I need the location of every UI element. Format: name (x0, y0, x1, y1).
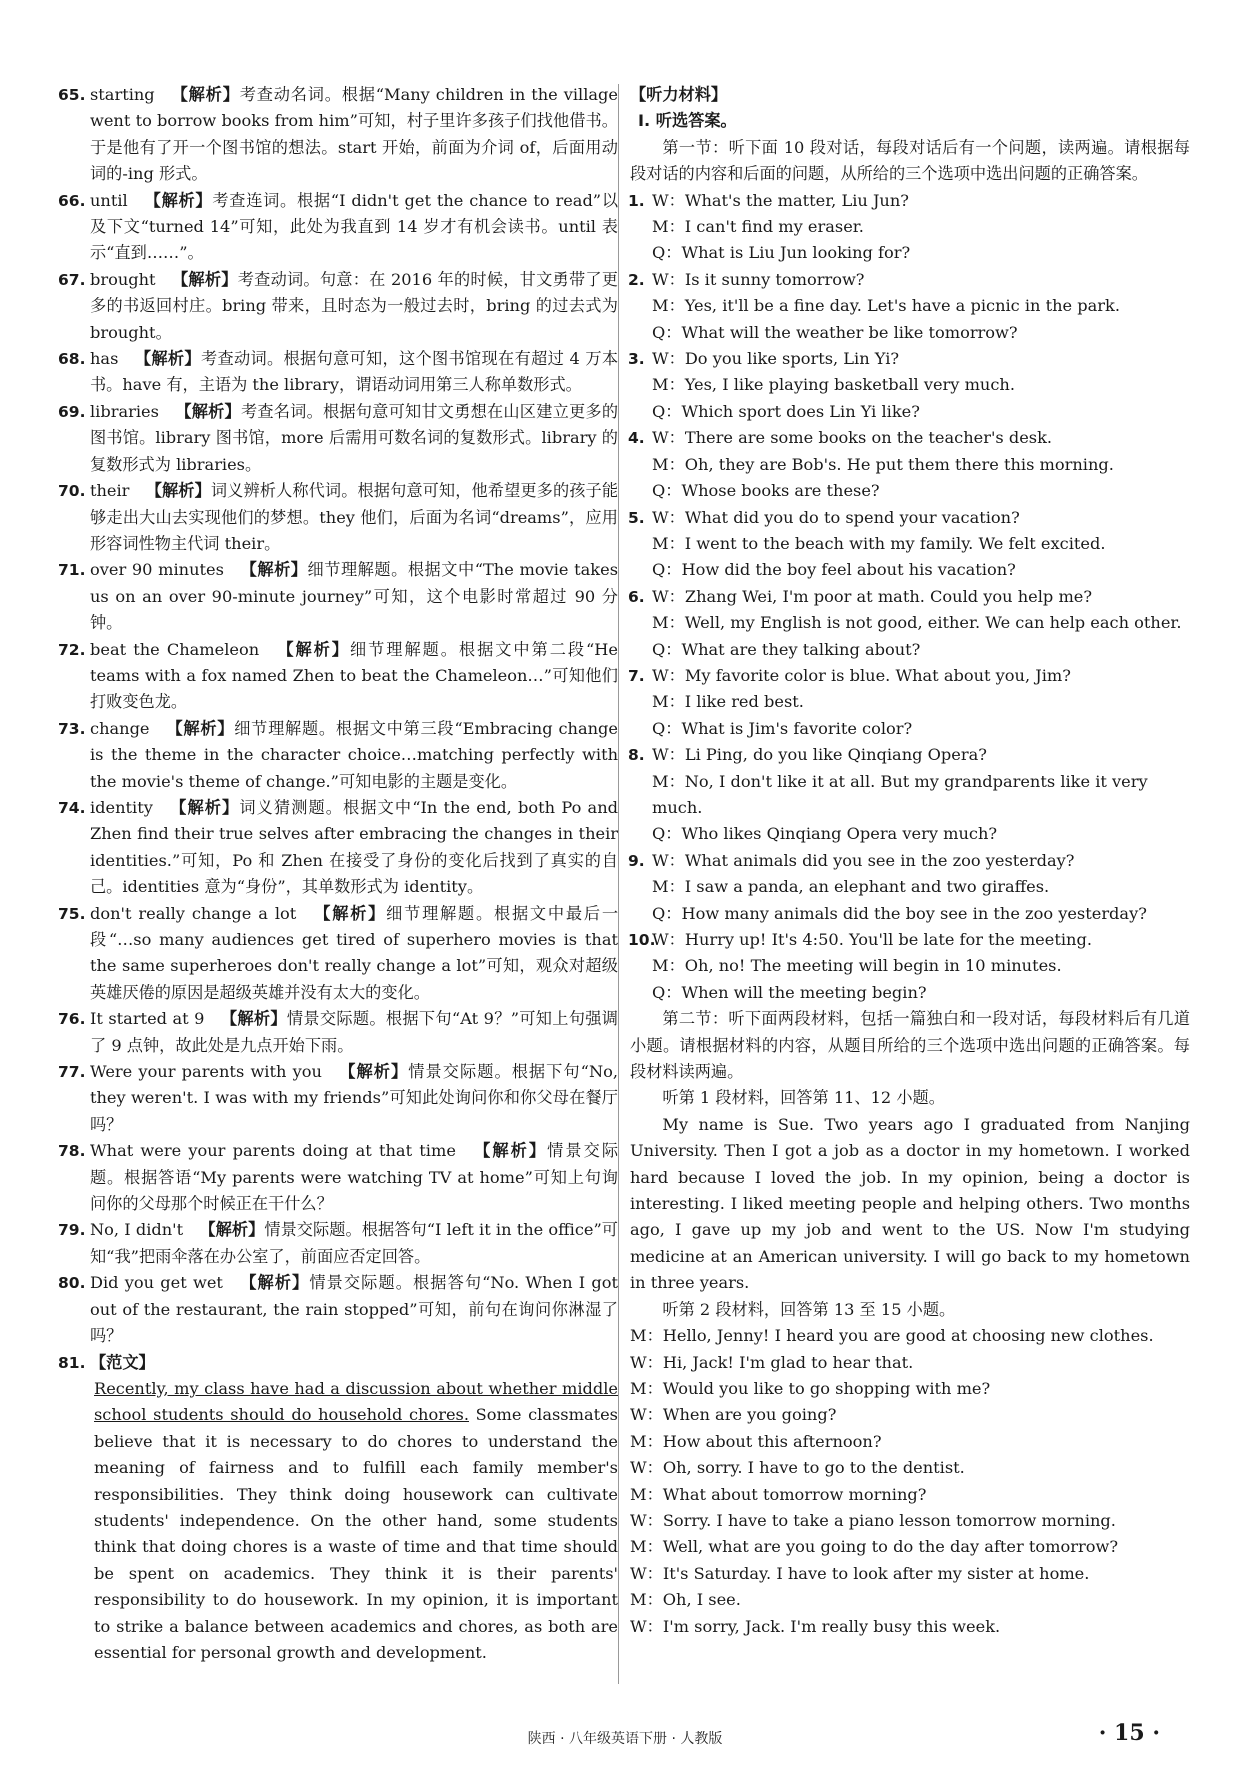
dialogue-line: W：Is it sunny tomorrow? (652, 269, 865, 289)
column-divider (618, 84, 619, 1684)
dialogue-number: 5. (628, 508, 645, 527)
dialogue-line: Q：What is Jim's favorite color? (652, 718, 913, 738)
conversation-line: W：Sorry. I have to take a piano lesson tomorrow morning. (630, 1510, 1116, 1530)
dialogue-line: M：No, I don't like it at all. But my grandparents like it very much. (652, 771, 1148, 817)
answer-text: over 90 minutes (90, 560, 224, 580)
analysis-label: 【解析】 (175, 401, 241, 421)
answer-text: starting (90, 85, 155, 104)
dialogue-number: 9. (628, 851, 645, 870)
dialogue (630, 267, 1190, 346)
item-number: 70. (58, 482, 86, 501)
dialogue-line: W：What's the matter, Liu Jun? (652, 190, 909, 210)
dialogue (630, 848, 1190, 927)
analysis-text: 考查动词。句意：在 2016 年的时候，甘文勇带了更多的书返回村庄。bring 带来，且时态为一般过去时，bring 的过去式为 brought。 (90, 269, 618, 342)
dialogue-number: 10. (628, 931, 656, 949)
dialogue (630, 188, 1190, 267)
analysis-text: 考查动名词。根据“Many children in the village went to borrow books from him”可知，村子里许多孩子们找他借书。于是他有了开一个图书馆的想法。start 开始，前面为介词 of，后面用动词的-ing 形式。 (90, 85, 618, 184)
item-number: 66. (58, 191, 86, 210)
answer-text: What were your parents doing at that time (90, 1141, 456, 1161)
analysis-text: 细节理解题。根据文中第三段“Embracing change is the theme in the character choice…matching perfectly with the movie's theme of change.”可知电影的主题是变化。 (90, 718, 618, 791)
dialogue-line: Q：Whose books are these? (652, 481, 880, 501)
item-number: 81. (58, 1353, 86, 1372)
item-number: 73. (58, 719, 86, 738)
dialogue-line: M：Well, my English is not good, either. We can help each other. (652, 613, 1182, 633)
answer-item (58, 399, 618, 478)
analysis-label: 【解析】 (170, 85, 240, 104)
dialogue-line: W：What animals did you see in the zoo yesterday? (652, 850, 1075, 870)
conversation-line: W：It's Saturday. I have to look after my sister at home. (630, 1563, 1090, 1583)
conversation-line: M：Well, what are you going to do the day after tomorrow? (630, 1537, 1119, 1557)
dialogue-line: Q：How did the boy feel about his vacation? (652, 560, 1016, 580)
answer-item (58, 557, 618, 636)
model-essay-label: 【范文】 (90, 1352, 155, 1372)
page-number: · 15 · (1098, 1720, 1160, 1746)
dialogue-line: M：I saw a panda, an elephant and two giraffes. (652, 877, 1050, 897)
dialogue-line: W：My favorite color is blue. What about you, Jim? (652, 665, 1071, 685)
answer-explanations-column (58, 82, 618, 1666)
analysis-label: 【解析】 (239, 1273, 310, 1293)
analysis-text: 情景交际题。根据答句“No. When I got out of the restaurant, the rain stopped”可知，前句在询问你淋湿了吗？ (90, 1273, 618, 1346)
analysis-text: 考查动词。根据句意可知，这个图书馆现在有超过 4 万本书。have 有，主语为 the library，谓语动词用第三人称单数形式。 (90, 349, 619, 395)
dialogue (630, 927, 1190, 1006)
model-essay (58, 1376, 618, 1666)
dialogue-line: M：Oh, no! The meeting will begin in 10 minutes. (652, 956, 1062, 976)
answer-text: It started at 9 (90, 1009, 205, 1029)
dialogue-line: W：Zhang Wei, I'm poor at math. Could you help me? (652, 586, 1093, 606)
answer-item (58, 637, 618, 716)
analysis-label: 【解析】 (145, 481, 211, 501)
analysis-text: 词义辨析人称代词。根据句意可知，他希望更多的孩子能够走出大山去实现他们的梦想。they 他们，后面为名词“dreams”，应用形容词性物主代词 their。 (90, 481, 619, 553)
dialogue-line: W：Hurry up! It's 4:50. You'll be late for the meeting. (652, 930, 1092, 949)
conversation-line: M：Oh, I see. (630, 1590, 741, 1610)
dialogues (630, 188, 1190, 1007)
analysis-label: 【解析】 (169, 797, 240, 817)
item-number: 74. (58, 798, 86, 817)
section2-instructions: 第二节：听下面两段材料，包括一篇独白和一段对话，每段材料后有几道小题。请根据材料的内容，从题目所给的三个选项中选出问题的正确答案。每段材料读两遍。 (630, 1009, 1190, 1082)
item-number: 77. (58, 1063, 86, 1082)
analysis-label: 【解析】 (275, 639, 350, 659)
dialogue-number: 1. (628, 191, 645, 210)
analysis-label: 【解析】 (472, 1141, 548, 1161)
dialogue-number: 2. (628, 270, 645, 289)
dialogue-line: Q：Which sport does Lin Yi like? (652, 401, 920, 421)
analysis-text: 细节理解题。根据文中最后一段“…so many audiences get tired of superhero movies is that the same superheroes don't really change a lot”可知，观众对超级英雄厌倦的原因是超级英雄并没有太大的变化。 (90, 903, 619, 1002)
analysis-label: 【解析】 (240, 560, 308, 580)
answer-item (58, 346, 618, 399)
dialogue-line: W：What did you do to spend your vacation? (652, 507, 1020, 527)
item-number: 80. (58, 1274, 86, 1293)
answer-text: has (90, 349, 119, 369)
item-number: 79. (58, 1221, 86, 1240)
dialogue (630, 346, 1190, 425)
conversation-line: W：Hi, Jack! I'm glad to hear that. (630, 1352, 914, 1372)
material1-title: 听第 1 段材料，回答第 11、12 小题。 (662, 1088, 945, 1108)
item-number: 67. (58, 270, 86, 289)
dialogue-line: M：Oh, they are Bob's. He put them there this morning. (652, 454, 1114, 474)
conversation-line: M：Hello, Jenny! I heard you are good at choosing new clothes. (630, 1326, 1154, 1346)
answer-item (58, 267, 618, 346)
dialogue (630, 663, 1190, 742)
dialogue-line: M：Yes, I like playing basketball very much. (652, 375, 1015, 395)
answer-item (58, 1270, 618, 1349)
analysis-label: 【解析】 (134, 349, 201, 369)
dialogue-number: 8. (628, 746, 645, 765)
item-number: 69. (58, 402, 86, 421)
dialogue-line: W：Li Ping, do you like Qinqiang Opera? (652, 745, 987, 765)
answer-text: Did you get wet (90, 1273, 223, 1293)
item-number: 76. (58, 1010, 86, 1029)
answer-text: beat the Chameleon (90, 639, 260, 659)
answer-item (58, 478, 618, 557)
item-number: 72. (58, 640, 86, 659)
answer-text: change (90, 718, 150, 738)
answer-text: identity (90, 797, 153, 817)
item-number: 75. (58, 904, 86, 923)
analysis-text: 情景交际题。根据下句“At 9？”可知上句强调了 9 点钟，故此处是九点开始下雨。 (90, 1009, 618, 1055)
answer-item (58, 1217, 618, 1270)
dialogue-line: Q：How many animals did the boy see in the zoo yesterday? (652, 903, 1147, 923)
material2-title: 听第 2 段材料，回答第 13 至 15 小题。 (662, 1299, 956, 1319)
answer-item (58, 716, 618, 795)
dialogue-line: Q：What will the weather be like tomorrow? (652, 322, 1018, 342)
analysis-label: 【解析】 (143, 190, 213, 210)
answer-text: libraries (90, 401, 159, 421)
analysis-text: 考查连词。根据“I didn't get the chance to read”以及下文“turned 14”可知，此处为我直到 14 岁才有机会读书。until 表示“直到……”。 (90, 190, 619, 263)
analysis-text: 考查名词。根据句意可知甘文勇想在山区建立更多的图书馆。library 图书馆，more 后需用可数名词的复数形式。library 的复数形式为 libraries。 (90, 401, 619, 474)
answer-item (58, 1138, 618, 1217)
conversation-line: M：How about this afternoon? (630, 1431, 882, 1451)
conversation-line: W：I'm sorry, Jack. I'm really busy this week. (630, 1616, 1001, 1636)
section-title: 【听力材料】 (630, 85, 728, 104)
answer-text: their (90, 481, 130, 501)
conversation-line: W：Oh, sorry. I have to go to the dentist. (630, 1458, 965, 1478)
analysis-text: 细节理解题。根据文中“The movie takes us on an over 90-minute journey”可知，这个电影时常超过 90 分钟。 (90, 560, 618, 633)
analysis-label: 【解析】 (338, 1062, 409, 1082)
answer-item (58, 1006, 618, 1059)
analysis-label: 【解析】 (165, 718, 235, 738)
part-title: Ⅰ. 听选答案。 (638, 111, 737, 131)
analysis-text: 情景交际题。根据下句“No, they weren't. I was with my friends”可知此处询问你和你父母在餐厅吗？ (90, 1062, 619, 1134)
dialogue-line: W：Do you like sports, Lin Yi? (652, 349, 900, 369)
dialogue-line: Q：Who likes Qinqiang Opera very much? (652, 824, 998, 844)
dialogue-number: 4. (628, 429, 645, 448)
analysis-text: 情景交际题。根据答句“I left it in the office”可知“我”把雨伞落在办公室了，前面应否定回答。 (90, 1220, 618, 1266)
section1-instructions: 第一节：听下面 10 段对话，每段对话后有一个问题，读两遍。请根据每段对话的内容和后面的问题，从所给的三个选项中选出问题的正确答案。 (630, 137, 1190, 184)
answer-item (58, 901, 618, 1007)
item-number: 65. (58, 86, 86, 104)
dialogue (630, 505, 1190, 584)
answer-items (58, 82, 618, 1350)
dialogue (630, 425, 1190, 504)
answer-text: until (90, 190, 128, 210)
answer-item (58, 1059, 618, 1138)
answer-item (58, 188, 618, 267)
analysis-label: 【解析】 (220, 1009, 287, 1029)
dialogue-line: M：I went to the beach with my family. We felt excited. (652, 533, 1106, 553)
answer-text: don't really change a lot (90, 903, 297, 923)
answer-text: brought (90, 269, 156, 289)
analysis-text: 词义猜测题。根据文中“In the end, both Po and Zhen find their true selves after embracing the changes in their identities.”可知，Po 和 Zhen 在接受了身份的变化后找到了真实的自己。identities 意为“身份”，其单数形式为 identity。 (90, 797, 618, 897)
conversation-line: M：What about tomorrow morning? (630, 1484, 927, 1504)
essay-body: Some classmates believe that it is necessary to do chores to understand the meaning of fairness and to fulfill each family member's responsibilities. They think doing housework can cultivate students' independence. On the other hand, some students think that doing chores is a waste of time and that time should be spent on academics. They think it is their parents' responsibility to do housework. In my opinion, it is important to strike a balance between academics and chores, as both are essential for personal growth and development. (94, 1405, 618, 1662)
dialogue-number: 3. (628, 350, 645, 369)
answer-text: Were your parents with you (90, 1062, 322, 1082)
item-number: 78. (58, 1142, 86, 1161)
dialogue-line: M：Yes, it'll be a fine day. Let's have a picnic in the park. (652, 296, 1120, 316)
dialogue-line: W：There are some books on the teacher's desk. (652, 428, 1053, 448)
conversation-line: M：Would you like to go shopping with me? (630, 1378, 991, 1398)
essay-first-sentence: Recently, my class have had a discussion about whether middle school students should do household chores. (94, 1378, 618, 1425)
analysis-label: 【解析】 (312, 903, 387, 923)
analysis-text: 细节理解题。根据文中第二段“He teams with a fox named Zhen to beat the Chameleon…”可知他们打败变色龙。 (90, 639, 619, 712)
dialogue-line: M：I like red best. (652, 692, 804, 712)
dialogue-line: Q：When will the meeting begin? (652, 982, 927, 1002)
dialogue (630, 742, 1190, 848)
dialogue (630, 584, 1190, 663)
page-footer: 陕西 · 八年级英语下册 · 人教版 (527, 1731, 723, 1747)
analysis-label: 【解析】 (171, 269, 238, 289)
item-number: 68. (58, 350, 86, 369)
answer-item (58, 82, 618, 188)
essay-item (58, 1350, 618, 1376)
answer-item (58, 795, 618, 901)
dialogue-number: 7. (628, 666, 645, 685)
conversation-line: W：When are you going? (630, 1405, 837, 1425)
item-number: 71. (58, 561, 86, 580)
analysis-text: 情景交际题。根据答语“My parents were watching TV at home”可知上句询问你的父母那个时候正在干什么？ (90, 1141, 619, 1214)
listening-material-column (630, 82, 1190, 1640)
dialogue-line: M：I can't find my eraser. (652, 217, 864, 237)
conversation (630, 1323, 1190, 1640)
dialogue-line: Q：What is Liu Jun looking for? (652, 243, 911, 263)
dialogue-number: 6. (628, 587, 645, 606)
analysis-label: 【解析】 (199, 1220, 265, 1240)
answer-text: No, I didn't (90, 1220, 184, 1240)
monologue-text: My name is Sue. Two years ago I graduated from Nanjing University. Then I got a job as a doctor in my hometown. I worked hard because I loved the job. In my opinion, being a doctor is interesting. I liked meeting people and helping others. Two months ago, I gave up my job and went to the US. Now I'm studying medicine at an American university. I will go back to my hometown in three years. (630, 1114, 1190, 1293)
dialogue-line: Q：What are they talking about? (652, 639, 921, 659)
